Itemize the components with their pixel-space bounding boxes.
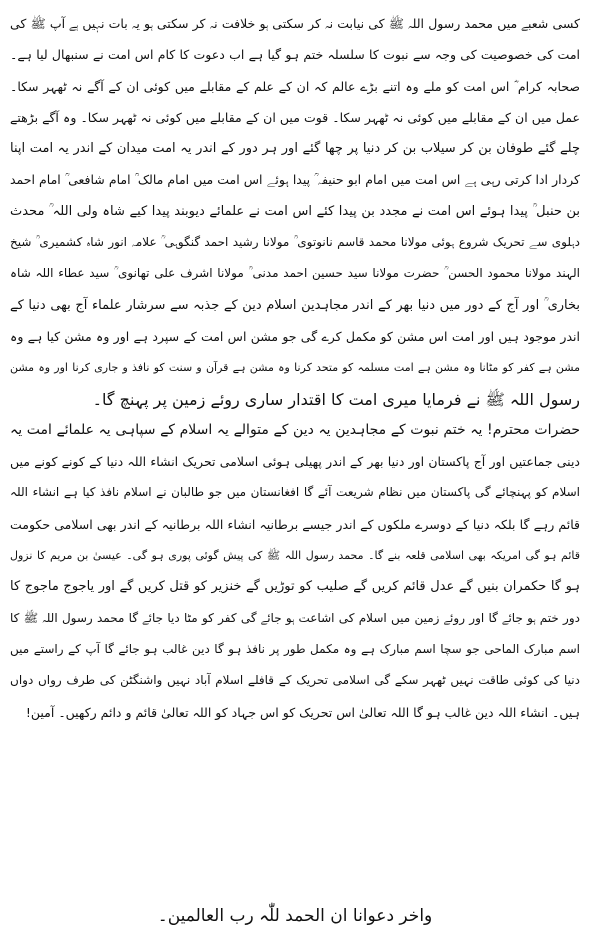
text-line: ہیں۔ انشاء اللہ دین غالب ہو گا اللہ تعالیٰ اس تحریک کو اس جہاد کو اللہ تعالیٰ قائم و دائم رکھیں۔ آمین!	[25, 704, 580, 720]
text-line: حضرات محترم! یہ ختم نبوت کے مجاہدین یہ دین کے متوالے یہ اسلام کے سپاہی یہ علمائے امت یہ	[10, 421, 580, 438]
text-line: چلے گئے طوفان بن کر سیلاب بن کر دنیا پر چھا گئے اور ہر دور کے اندر یہ امت میدان کے اندر یہ امت اپنا	[10, 141, 580, 157]
closing-prayer: واخر دعوانا ان الحمد للّٰہ رب العالمین۔	[157, 906, 433, 926]
text-line: ہو گا حکمران بنیں گے عدل قائم کریں گے صلیب کو توڑیں گے خنزیر کو قتل کریں گے اور یاجوج ماجوج کا	[10, 579, 580, 595]
text-line: دنیا کی کوئی طاقت نہیں ٹھہر سکے گی اسلامی تحریک کے قافلے اسلام آباد نہیں واشنگٹن کی طرف رواں دواں	[10, 673, 580, 688]
text-line: قائم ہو گی امریکہ بھی اسلامی قلعہ بنے گا۔ محمد رسول اللہ ﷺ کی پیش گوئی پوری ہو گی۔ عیسیٰ بن مریم کا نزول	[10, 549, 580, 563]
text-line: قائم رہے گا بلکہ دنیا کے دوسرے ملکوں کے اندر جیسے برطانیہ انشاء اللہ برطانیہ کے اندر بھی اسلامی حکومت	[10, 516, 580, 532]
text-line: بخاری ؒ اور آج کے دور میں دنیا بھر کے اندر مجاہدین اسلام دین کے جذبہ سے سرشار علماء آج بھی دنیا کے	[10, 297, 580, 313]
text-line: بن حنبل ؒ پیدا ہوئے اس امت نے مجدد بن پیدا کئے اس امت نے علمائے دیوبند پیدا کیے شاہ ولی اللہ ؒ محدث	[10, 203, 580, 219]
text-line: رسول اللہ ﷺ نے فرمایا میری امت کا اقتدار ساری روئے زمین پر پہنچ گا۔	[92, 389, 580, 409]
text-line: دہلوی سے تحریک شروع ہوئی مولانا محمد قاسم نانوتوی ؒ مولانا رشید احمد گنگوہی ؒ علامہ انور شاہ کشمیری ؒ شیخ	[10, 235, 580, 250]
text-line: امت کی خصوصیت کی وجہ سے نبوت کا سلسلہ ختم ہو گیا ہے اب دعوت کا کام اس امت نے سنبھال لیا ہے۔	[10, 47, 580, 63]
text-line: دینی جماعتیں اور آج پاکستان اور دنیا بھر کے اندر پھیلی ہوئی اسلامی تحریک انشاء اللہ دنیا کے کونے کونے میں	[10, 454, 580, 470]
text-line: مشن ہے کفر کو مٹانا وہ مشن ہے امت مسلمہ کو متحد کرنا وہ مشن ہے قرآن و سنت کو نافذ و جاری کرنا اور وہ مشن	[10, 361, 580, 375]
text-line: الہند مولانا محمود الحسن ؒ حضرت مولانا سید حسین احمد مدنی ؒ مولانا اشرف علی تھانوی ؒ سید عطاء اللہ شاہ	[10, 266, 580, 281]
paragraph-2	[10, 415, 580, 728]
text-line: کردار ادا کرتی رہی ہے اس امت میں امام ابو حنیفہ ؒ پیدا ہوئے اس امت میں امام مالک ؒ امام شافعی ؒ امام احمد	[10, 172, 580, 188]
text-line: اسلام کو پہنچائے گی پاکستان میں نظام شریعت آئے گا افغانستان میں جو طالبان نے اسلام نافذ کیا ہے انشاء اللہ	[10, 485, 580, 500]
text-line: صحابہ کرام ؓ اس امت کو ملے وہ اتنے بڑے عالم کہ ان کے علم کے مقابلے میں کوئی ان کے آگے نہ ٹھہر سکا۔	[10, 78, 580, 94]
text-line: اسم مبارک الماحی جو سچا اسم مبارک ہے وہ مکمل طور پر نافذ ہو گا دین غالب ہو جائے گا آپ کے راستے میں	[10, 641, 580, 656]
text-line: دور ختم ہو جائے گا اور روئے زمین میں اسلام کی اشاعت ہو جائے گی کفر کو مٹا دیا جائے گا محمد رسول اللہ ﷺ کا	[10, 610, 580, 625]
text-line: اندر موجود ہیں اور امت اس مشن کو مکمل کرے گی جو مشن اس امت کے سپرد ہے اور وہ مشن کیا ہے وہ	[10, 328, 580, 344]
text-line: کسی شعبے میں محمد رسول اللہ ﷺ کی نیابت نہ کر سکتی ہو خلافت نہ کر سکتی ہو یہ بات نہیں ہے آپ ﷺ کی	[10, 16, 580, 31]
text-line: عمل میں ان کے مقابلے میں کوئی نہ ٹھہر سکا۔ قوت میں ان کے مقابلے میں کوئی نہ ٹھہر سکا۔ وہ آگے بڑھتے	[10, 109, 580, 125]
paragraph-1	[10, 8, 580, 415]
